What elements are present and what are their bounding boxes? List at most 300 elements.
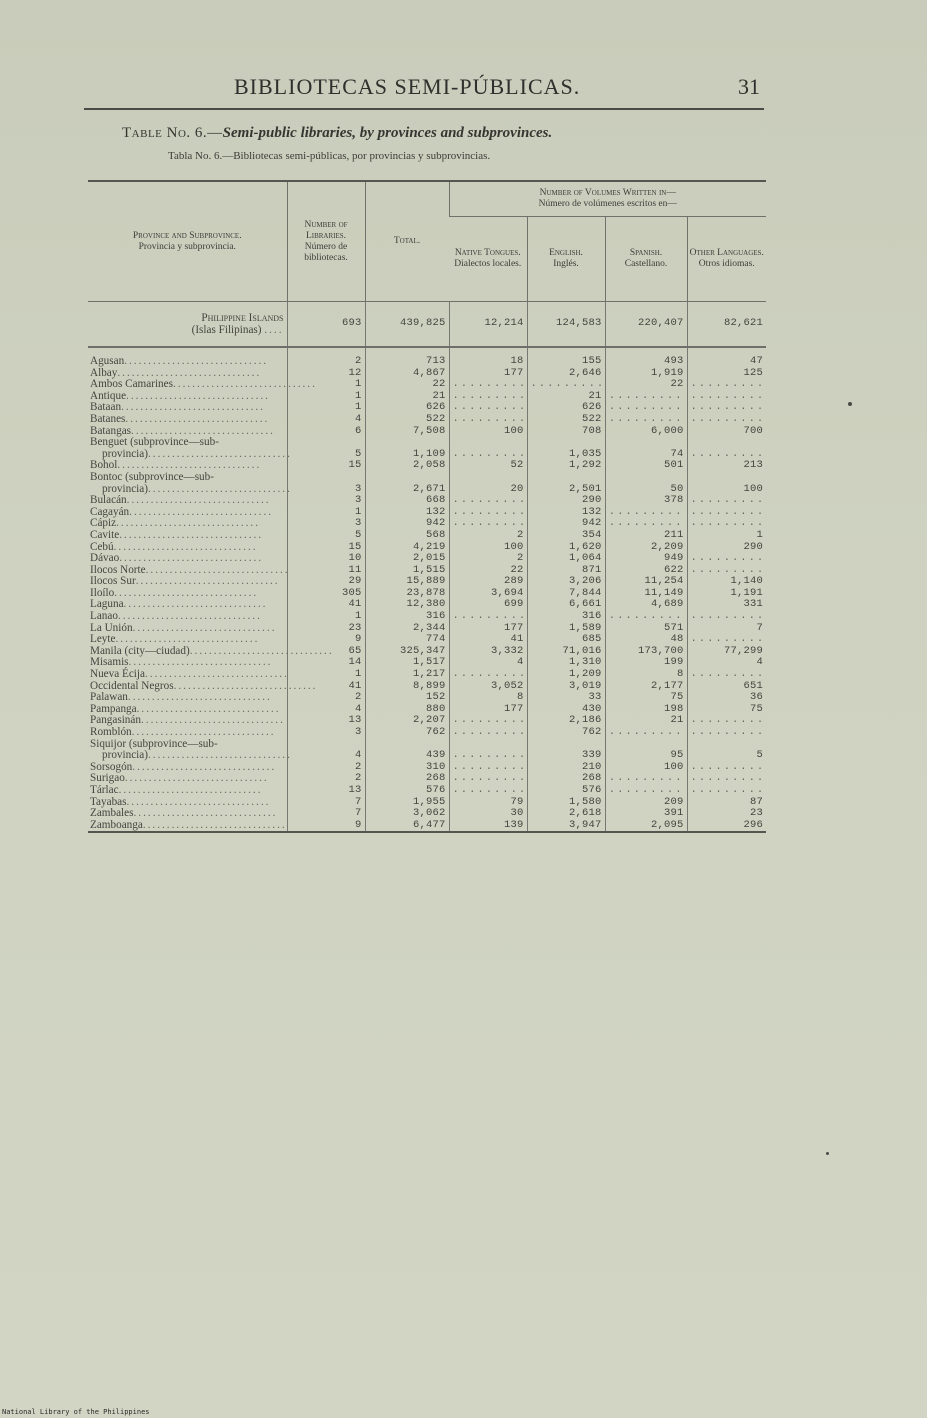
cell-total: 15,889 [365, 576, 449, 588]
cell-other: 5 [687, 750, 766, 762]
total-row-name [88, 302, 287, 348]
col-libraries-label-es: Número de bibliotecas. [304, 241, 348, 263]
cell-libraries: 6 [287, 426, 365, 438]
province-name: Manila (city—ciudad) [90, 644, 190, 657]
cell-english [527, 472, 605, 484]
dot-leader: .............................. [113, 540, 258, 553]
cell-other: 23 [687, 808, 766, 820]
province-name: Surigao [90, 772, 125, 785]
cell-libraries: 1 [287, 507, 365, 519]
province-name: Ilocos Norte [90, 563, 146, 576]
cell-english: 626 [527, 402, 605, 414]
cell-spanish: 8 [605, 669, 687, 681]
cell-native [449, 785, 527, 797]
cell-libraries: 4 [287, 704, 365, 716]
empty-dots: ......... [608, 517, 684, 530]
cell-spanish: 22 [605, 379, 687, 391]
cell-spanish: 48 [605, 634, 687, 646]
col-native-label: Native Tongues. [454, 248, 521, 258]
cell-spanish: 378 [605, 495, 687, 507]
cell-english: 2,646 [527, 368, 605, 380]
cell-native: 20 [449, 484, 527, 496]
cell-english: 1,589 [527, 623, 605, 635]
cell-spanish: 6,000 [605, 426, 687, 438]
cell-native: 177 [449, 368, 527, 380]
cell-total: 22 [365, 379, 449, 391]
cell-english: 354 [527, 530, 605, 542]
cell-total: 1,217 [365, 669, 449, 681]
dot-leader: .............................. [118, 783, 263, 796]
cell-spanish: 74 [605, 449, 687, 461]
province-name: Zamboanga [90, 818, 143, 831]
page-number: 31 [738, 74, 760, 99]
cell-english: 3,019 [527, 681, 605, 693]
cell-spanish [605, 611, 687, 623]
cell-libraries [287, 437, 365, 449]
cell-english: 3,947 [527, 820, 605, 833]
cell-libraries: 1 [287, 669, 365, 681]
dot-leader: .............................. [136, 702, 281, 715]
cell-spanish: 21 [605, 715, 687, 727]
cell-other: 36 [687, 692, 766, 704]
cell-total: 132 [365, 507, 449, 519]
dot-leader: .............................. [147, 447, 292, 460]
province-name: Tayabas [90, 795, 127, 808]
cell-english: 2,618 [527, 808, 605, 820]
empty-dots: ......... [452, 389, 528, 402]
dot-leader: .............................. [135, 575, 280, 588]
cell-spanish: 50 [605, 484, 687, 496]
dot-leader: .............................. [117, 459, 262, 472]
empty-dots: ......... [452, 447, 528, 460]
footer-credit: National Library of the Philippines [2, 1408, 150, 1416]
cell-native: 699 [449, 599, 527, 611]
dot-leader: .............................. [145, 563, 290, 576]
cell-spanish: 949 [605, 553, 687, 565]
cell-native: 139 [449, 820, 527, 833]
total-name-es-text: (Islas Filipinas) [191, 324, 262, 336]
cell-libraries: 3 [287, 484, 365, 496]
province-name: Dávao [90, 552, 120, 565]
cell-other: 100 [687, 484, 766, 496]
province-name: Iloílo [90, 586, 115, 599]
dot-leader: .............................. [126, 795, 271, 808]
empty-dots: ......... [530, 378, 606, 391]
province-name: Bulacán [90, 494, 127, 507]
dot-leader: .............................. [115, 633, 260, 646]
cell-libraries: 1 [287, 611, 365, 623]
cell-libraries: 5 [287, 530, 365, 542]
empty-dots: ......... [690, 412, 766, 425]
cell-native [449, 611, 527, 623]
dot-leader: .............................. [147, 482, 292, 495]
cell-libraries: 13 [287, 715, 365, 727]
cell-other [687, 472, 766, 484]
empty-dots: ......... [452, 494, 528, 507]
cell-other: 296 [687, 820, 766, 833]
cell-libraries: 11 [287, 565, 365, 577]
cell-native: 3,052 [449, 681, 527, 693]
cell-other: 87 [687, 797, 766, 809]
empty-dots: ......... [452, 668, 528, 681]
cell-total: 4,867 [365, 368, 449, 380]
cell-spanish: 173,700 [605, 646, 687, 658]
cell-total: 774 [365, 634, 449, 646]
province-name: Antique [90, 389, 127, 402]
dot-leader: .............................. [131, 424, 275, 437]
cell-other: 331 [687, 599, 766, 611]
cell-spanish: 198 [605, 704, 687, 716]
paper-spot [826, 1152, 829, 1155]
cell-other [687, 727, 766, 739]
dot-leader: .............................. [126, 494, 271, 507]
cell-other [687, 611, 766, 623]
table-caption-spanish: Tabla No. 6.—Bibliotecas semi-públicas, por provincias y subprovincias. [168, 150, 491, 162]
province-name: provincia) [102, 447, 148, 460]
dot-leader: .............................. [132, 760, 277, 773]
cell-english: 3,206 [527, 576, 605, 588]
col-spanish-label-es: Castellano. [624, 259, 668, 269]
cell-native [449, 414, 527, 426]
cell-other [687, 785, 766, 797]
empty-dots: ......... [452, 517, 528, 530]
cell-libraries: 3 [287, 495, 365, 507]
cell-libraries [287, 739, 365, 751]
cell-total: 2,015 [365, 553, 449, 565]
col-header-province [88, 181, 287, 302]
cell-other: 290 [687, 542, 766, 554]
province-name: Bataan [90, 401, 122, 414]
cell-other: 700 [687, 426, 766, 438]
cell-english: 339 [527, 750, 605, 762]
cell-total: 152 [365, 692, 449, 704]
cell-spanish: 100 [605, 762, 687, 774]
dot-leader: .............................. [119, 552, 264, 565]
province-name: Misamis [90, 656, 129, 669]
province-name: Ambos Camarines [90, 378, 173, 391]
cell-other [687, 669, 766, 681]
province-name: Pampanga [90, 702, 137, 715]
cell-english: 71,016 [527, 646, 605, 658]
cell-spanish [605, 414, 687, 426]
cell-english [527, 437, 605, 449]
dot-leader: .............................. [147, 749, 292, 762]
province-name-cell [88, 820, 287, 833]
cell-libraries: 7 [287, 797, 365, 809]
cell-total: 23,878 [365, 588, 449, 600]
cell-total: 568 [365, 530, 449, 542]
table-label: Table No. 6.— [122, 125, 223, 141]
cell-total [365, 437, 449, 449]
cell-spanish: 11,149 [605, 588, 687, 600]
cell-english: 576 [527, 785, 605, 797]
total-libraries: 693 [287, 302, 365, 348]
dot-leader: .............................. [172, 378, 317, 391]
empty-dots: ......... [452, 378, 528, 391]
empty-dots: ......... [452, 783, 528, 796]
cell-spanish: 95 [605, 750, 687, 762]
cell-libraries: 3 [287, 518, 365, 530]
cell-spanish [605, 437, 687, 449]
cell-english: 430 [527, 704, 605, 716]
cell-libraries: 2 [287, 762, 365, 774]
province-name: Cagayán [90, 505, 130, 518]
col-header-other [687, 217, 766, 302]
province-name: Ilocos Sur [90, 575, 136, 588]
cell-libraries: 15 [287, 542, 365, 554]
dot-leader: .............................. [133, 807, 278, 820]
cell-libraries: 7 [287, 808, 365, 820]
col-libraries-label: Number of Libraries. [304, 219, 348, 241]
cell-total: 3,062 [365, 808, 449, 820]
dot-leader: .............................. [142, 818, 287, 831]
col-header-libraries [287, 181, 365, 302]
cell-english: 685 [527, 634, 605, 646]
dot-leader: .............................. [189, 644, 334, 657]
col-other-label: Other Languages. [689, 248, 764, 258]
cell-english: 132 [527, 507, 605, 519]
cell-other: 47 [687, 356, 766, 368]
empty-dots: ......... [608, 783, 684, 796]
empty-dots: ......... [452, 726, 528, 738]
province-name: Cápiz [90, 517, 117, 530]
dot-leader: .............................. [117, 610, 262, 623]
cell-native: 3,694 [449, 588, 527, 600]
col-spanish-label: Spanish. [629, 248, 663, 258]
col-native-label-es: Dialectos locales. [454, 259, 522, 269]
province-name: provincia) [102, 482, 148, 495]
cell-other [687, 518, 766, 530]
dot-leader: .............................. [126, 389, 270, 402]
cell-native: 100 [449, 426, 527, 438]
cell-other: 77,299 [687, 646, 766, 658]
cell-total: 1,517 [365, 657, 449, 669]
empty-dots: ......... [452, 760, 528, 773]
cell-total: 2,058 [365, 460, 449, 472]
cell-total: 626 [365, 402, 449, 414]
empty-dots: ......... [608, 772, 684, 785]
cell-english: 290 [527, 495, 605, 507]
cell-other: 1,140 [687, 576, 766, 588]
dot-leader: .............................. [125, 412, 270, 425]
cell-other: 4 [687, 657, 766, 669]
cell-spanish [605, 785, 687, 797]
col-header-total [365, 181, 449, 302]
cell-native: 177 [449, 623, 527, 635]
cell-total: 268 [365, 773, 449, 785]
cell-total: 439 [365, 750, 449, 762]
total-volumes: 439,825 [365, 302, 449, 348]
cell-native: 52 [449, 460, 527, 472]
province-name: La Unión [90, 621, 133, 634]
cell-english: 33 [527, 692, 605, 704]
empty-dots: ......... [452, 772, 528, 785]
cell-total: 942 [365, 518, 449, 530]
total-spanish: 220,407 [605, 302, 687, 348]
cell-libraries: 65 [287, 646, 365, 658]
cell-other: 213 [687, 460, 766, 472]
col-header-volumes-group [449, 181, 766, 217]
empty-dots: ......... [690, 772, 766, 785]
cell-native: 289 [449, 576, 527, 588]
cell-total: 325,347 [365, 646, 449, 658]
cell-total: 1,109 [365, 449, 449, 461]
province-name: Siquijor (subprovince—sub- [90, 737, 218, 750]
cell-total: 310 [365, 762, 449, 774]
cell-libraries: 305 [287, 588, 365, 600]
empty-dots: ......... [608, 412, 684, 425]
cell-libraries: 4 [287, 414, 365, 426]
empty-dots: ......... [690, 714, 766, 727]
cell-native [449, 518, 527, 530]
cell-total: 6,477 [365, 820, 449, 833]
cell-libraries: 10 [287, 553, 365, 565]
cell-libraries [287, 472, 365, 484]
province-name: Palawan [90, 691, 128, 704]
cell-total: 12,380 [365, 599, 449, 611]
cell-total: 7,508 [365, 426, 449, 438]
col-english-label-es: Inglés. [553, 259, 579, 269]
table-caption [122, 125, 762, 142]
running-title: BIBLIOTECAS SEMI-PÚBLICAS. [234, 74, 581, 99]
province-name: Benguet (subprovince—sub- [90, 436, 219, 449]
total-other: 82,621 [687, 302, 766, 348]
empty-dots: ......... [690, 378, 766, 391]
dot-leader: .............................. [124, 355, 269, 367]
empty-dots: ......... [452, 401, 528, 414]
cell-total: 2,344 [365, 623, 449, 635]
province-name: Nueva Écija [90, 668, 145, 681]
cell-other [687, 739, 766, 751]
cell-english: 21 [527, 391, 605, 403]
dot-leader: .............................. [140, 714, 285, 727]
province-name: Lanao [90, 610, 118, 623]
col-header-english [527, 217, 605, 302]
province-name: Agusan [90, 355, 125, 367]
cell-english: 1,620 [527, 542, 605, 554]
total-name: Philippine Islands [201, 312, 284, 324]
empty-dots: ......... [690, 783, 766, 796]
cell-english: 2,501 [527, 484, 605, 496]
cell-libraries: 2 [287, 692, 365, 704]
cell-native: 79 [449, 797, 527, 809]
cell-libraries: 14 [287, 657, 365, 669]
cell-spanish: 11,254 [605, 576, 687, 588]
cell-spanish: 4,689 [605, 599, 687, 611]
empty-dots: ......... [452, 610, 528, 623]
col-english-label: English. [549, 248, 583, 258]
total-english: 124,583 [527, 302, 605, 348]
cell-other: 1,191 [687, 588, 766, 600]
empty-dots: ......... [608, 389, 684, 402]
empty-dots: ......... [690, 633, 766, 646]
cell-english: 1,580 [527, 797, 605, 809]
cell-spanish: 622 [605, 565, 687, 577]
cell-spanish [605, 472, 687, 484]
cell-spanish: 2,095 [605, 820, 687, 833]
col-header-native [449, 217, 527, 302]
dot-leader: .............................. [114, 586, 259, 599]
dot-leader: .............................. [124, 772, 269, 785]
cell-english: 210 [527, 762, 605, 774]
cell-other: 1 [687, 530, 766, 542]
cell-total: 668 [365, 495, 449, 507]
cell-libraries: 12 [287, 368, 365, 380]
cell-spanish: 199 [605, 657, 687, 669]
empty-dots: ......... [452, 749, 528, 762]
empty-dots: ......... [690, 494, 766, 507]
col-other-label-es: Otros idiomas. [698, 259, 755, 269]
cell-total: 2,671 [365, 484, 449, 496]
cell-libraries: 1 [287, 391, 365, 403]
empty-dots: ......... [452, 505, 528, 518]
province-name: Bohol [90, 459, 118, 472]
dot-leader: .............................. [173, 679, 318, 692]
cell-native: 22 [449, 565, 527, 577]
col-header-spanish [605, 217, 687, 302]
cell-spanish: 391 [605, 808, 687, 820]
spacer-cell [287, 347, 365, 356]
cell-english: 316 [527, 611, 605, 623]
cell-total [365, 472, 449, 484]
empty-dots: ......... [608, 610, 684, 623]
cell-libraries: 1 [287, 379, 365, 391]
cell-spanish: 2,177 [605, 681, 687, 693]
cell-libraries: 5 [287, 449, 365, 461]
cell-spanish: 1,919 [605, 368, 687, 380]
cell-total: 713 [365, 356, 449, 368]
cell-total: 8,899 [365, 681, 449, 693]
dot-leader: .............................. [127, 691, 272, 704]
cell-libraries: 9 [287, 634, 365, 646]
cell-total: 762 [365, 727, 449, 739]
cell-spanish: 211 [605, 530, 687, 542]
cell-english: 942 [527, 518, 605, 530]
cell-libraries: 23 [287, 623, 365, 635]
cell-libraries: 29 [287, 576, 365, 588]
cell-english: 155 [527, 356, 605, 368]
province-name: Occidental Negros [90, 679, 174, 692]
col-province-label: Province and Subprovince. [132, 230, 242, 241]
cell-english: 7,844 [527, 588, 605, 600]
empty-dots: ......... [690, 610, 766, 623]
cell-english: 708 [527, 426, 605, 438]
empty-dots: ......... [690, 389, 766, 402]
cell-other: 125 [687, 368, 766, 380]
cell-total: 2,207 [365, 715, 449, 727]
cell-native [449, 472, 527, 484]
cell-english: 1,209 [527, 669, 605, 681]
dot-leader: .............................. [131, 726, 276, 738]
dot-leader: .............................. [132, 621, 277, 634]
total-name-es: (Islas Filipinas) .... [191, 324, 284, 336]
cell-native: 41 [449, 634, 527, 646]
cell-english: 762 [527, 727, 605, 739]
cell-native: 4 [449, 657, 527, 669]
province-name: Albay [90, 366, 118, 379]
province-name: provincia) [102, 749, 148, 762]
cell-english: 871 [527, 565, 605, 577]
table-row [88, 820, 766, 833]
province-name: Laguna [90, 598, 124, 611]
page-header [84, 74, 764, 110]
cell-total: 1,955 [365, 797, 449, 809]
province-name: Bontoc (subprovince—sub- [90, 470, 214, 483]
cell-english: 1,292 [527, 460, 605, 472]
cell-libraries: 4 [287, 750, 365, 762]
cell-spanish: 2,209 [605, 542, 687, 554]
cell-native: 18 [449, 356, 527, 368]
